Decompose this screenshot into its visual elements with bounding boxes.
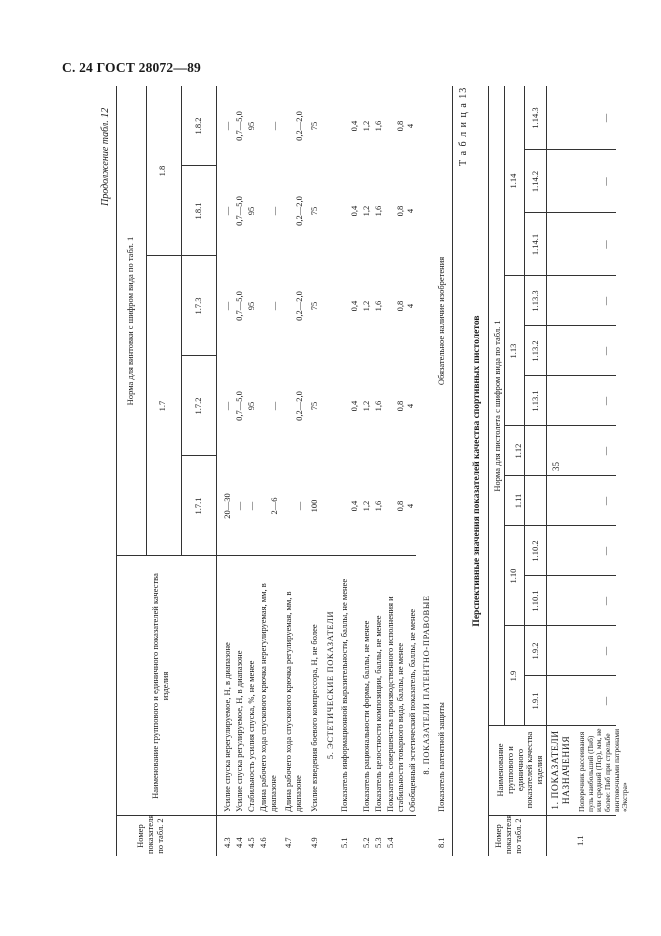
rotated-sheet: Продолжение табл. 12 Номер показателя по табл. 2 Наименование группового и единичного показателей качества изделия Норма для винтовки с шифром вида по табл. 1 1.7 1.8 1.7.1 1.7.2 1.7.3 1.8.1 1.8.2 4.3 Усилие спуска нерегулируемое, Н, в диапазоне 20—30 — — — — 4.4 Усилие спуска регулируемое, Н, в диапазоне — 0,7—5,0 0,7—5,0 0,7—5,0 0,7—5,0 4.5 Стабильность усилия спуска, %, не менее — 95 95 95 95 4.6 Длина рабочего хода спускового крючка нерегулируемая, мм, в диапазоне 2—6 — — — — 4.7 Длина рабочего хода спускового крючка регулируемая, мм, в диапазоне — 0,2—2,0 0,2—2,0 0,2—2,0 0,2—2,0 4.9 Усилие взведения боевого компрессора, Н, не более 100 75 75 75 75 5. ЭСТЕТИЧЕСКИЕ ПОКАЗАТЕЛИ 5.1 Показатель информационной выразительности, баллы, не менее 0,4 0,4 0,4 0,4 0,4 5.2 Показатель рациональности формы, баллы, не менее 1,2 1,2 1,2 1,2 1,2 5.3 Показатель целостности композиции, баллы, не менее 1,6 1,6 1,6 1,6 1,6 5.4 Показатель совершенства производственного исполнения и стабильности товарного вида, баллы, не менее Обобщенный эстетический показатель, баллы, не менее 0,8 0,8 0,8 0,8 0,8 4 4 4 4 4 8. ПОКАЗАТЕЛИ ПАТЕНТНО-ПРАВОВЫЕ 8.1 Показатель патентной защиты Обязательное наличие изобретения Т а б л и ц а 13 Перспективные значения показателей качества спортивных пистолетов Номер показателя по табл. 2 Наименование группового и единичного показателей качества изделия Норма для пистолета с шифром вида по табл. 1 1.9 1.10 1.11 1.12 1.13 1.14 1.9.1 1.9.2 1.10.1 1.10.2 1.13.1 1.13.2 1.13.3 1.14.1 1.14.2 1.14.3 1. ПОКАЗАТЕЛИ НАЗНАЧЕНИЯ 1.1 Поперечник рассеивания пуль наибольший (Пнб) или средний (Пср), мм, не более: Пнб при стрельбе винтовочными патронами «Экстра» — — — — — — — — — — — — 35 [100,86,630,854]
t13-col-name-header: Наименование группового и единичного показателей качества изделия [495,731,545,809]
t12-group-1-8: 1.8 [157,165,167,177]
t12-subcol: 1.8.2 [193,117,203,135]
t13-group: 1.14 [508,173,518,189]
table13-title: Перспективные значения показателей качества спортивных пистолетов [472,315,482,627]
t13-subcol: 1.13.2 [530,340,540,362]
t13-subcol: 1.9.1 [530,692,540,710]
t12-section8-title: 8. ПОКАЗАТЕЛИ ПАТЕНТНО-ПРАВОВЫЕ [421,595,431,775]
t13-subcol: 1.9.2 [530,642,540,660]
t13-subcol: 1.14.2 [530,170,540,193]
t13-group: 1.11 [513,493,523,509]
t13-subcol: 1.13.1 [530,390,540,412]
t13-group: 1.9 [508,670,518,682]
table12-continuation: Продолжение табл. 12 [100,107,111,206]
table13-label: Т а б л и ц а 13 [458,86,469,166]
t13-section1-title: 1. ПОКАЗАТЕЛИ НАЗНАЧЕНИЯ [551,730,572,810]
page-header: С. 24 ГОСТ 28072—89 [62,60,201,75]
t13-norm-header: Норма для пистолета с шифром вида по табл. 1 [492,320,502,492]
t12-col-num-header: Номер показателя по табл. 2 [135,814,165,854]
t12-subcol: 1.7.3 [193,297,203,315]
t13-group: 1.13 [508,343,518,359]
t12-subcol: 1.7.1 [193,497,203,515]
t13-col-num-header: Номер показателя по табл. 2 [493,814,523,854]
page-number: 35 [551,462,561,471]
t12-col-name-header: Наименование группового и единичного показателей качества изделия [150,573,170,799]
t13-subcol: 1.14.1 [530,233,540,256]
t13-group: 1.12 [513,443,523,459]
t13-subcol: 1.14.3 [530,107,540,129]
t12-group-1-7: 1.7 [157,400,167,412]
t12-subcol: 1.8.1 [193,202,203,220]
t12-subcol: 1.7.2 [193,397,203,415]
t13-subcol: 1.13.3 [530,290,540,312]
t12-norm-header: Норма для винтовки с шифром вида по табл. 1 [125,236,135,406]
t13-subcol: 1.10.2 [530,540,540,562]
t13-group: 1.10 [508,568,518,584]
t13-subcol: 1.10.1 [530,590,540,612]
t12-section5-title: 5. ЭСТЕТИЧЕСКИЕ ПОКАЗАТЕЛИ [325,610,335,760]
